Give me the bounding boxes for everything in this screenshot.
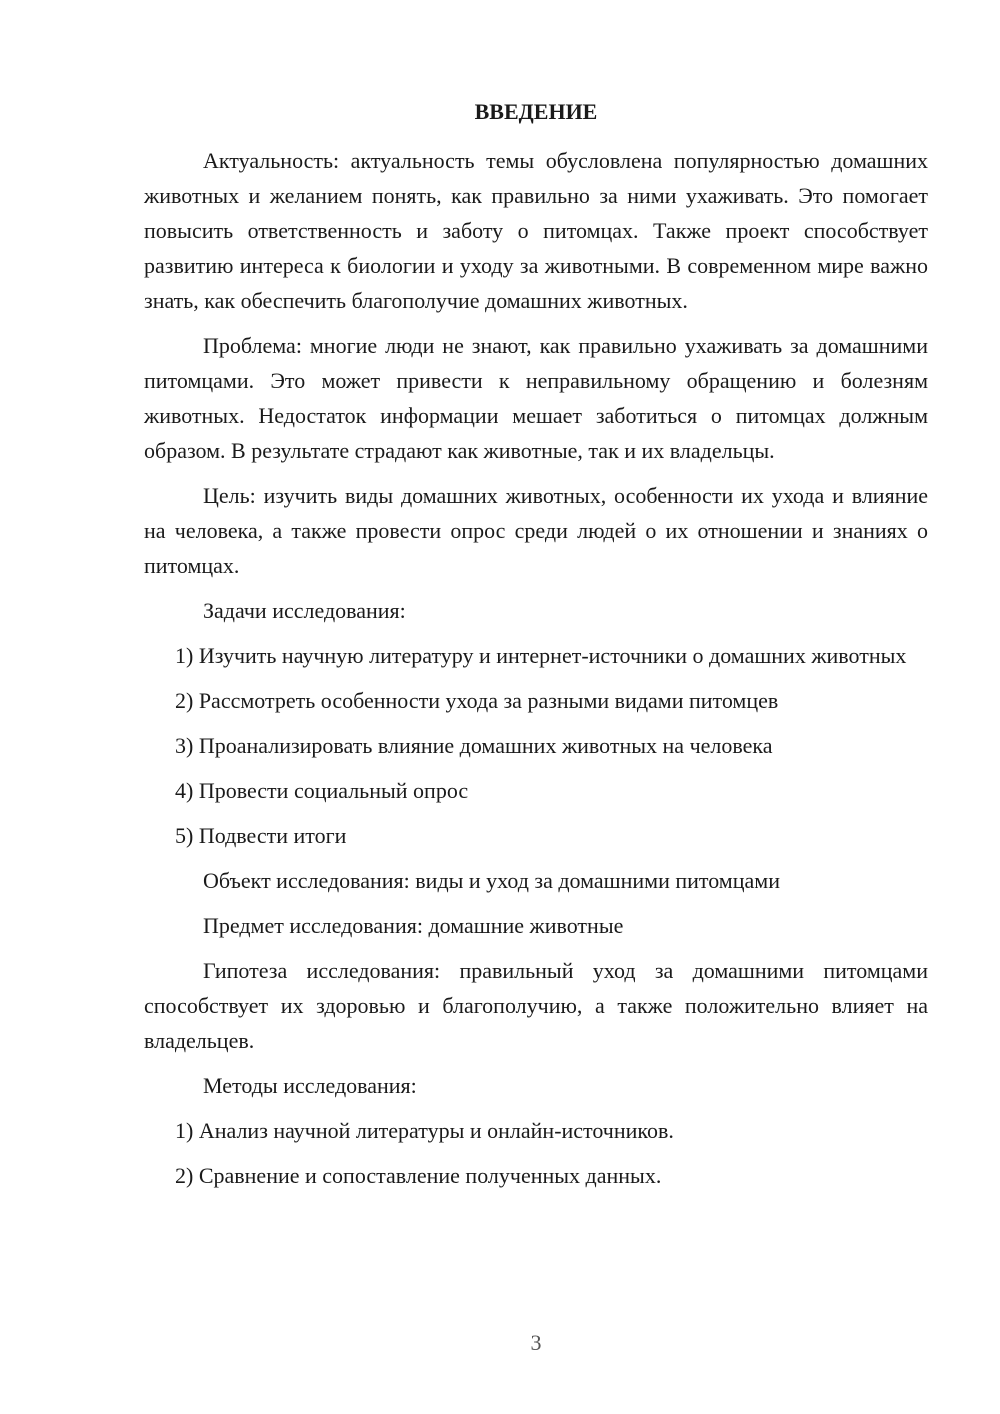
page-number: 3 (530, 1330, 542, 1355)
task-item: 1) Изучить научную литературу и интернет-источники о домашних животных (175, 643, 907, 668)
task-item: 5) Подвести итоги (175, 823, 347, 848)
method-item: 2) Сравнение и сопоставление полученных данных. (175, 1163, 662, 1188)
method-item: 1) Анализ научной литературы и онлайн-источников. (175, 1118, 674, 1143)
relevance-paragraph: Актуальность: актуальность темы обусловлена популярностью домашних животных и желанием понять, как правильно за ними ухаживать. Это помогает повысить ответственность и заботу о питомцах. Также проект способствует развитию интереса к биологии и уходу за животными. В современном мире важно знать, как обеспечить благополучие домашних животных. (144, 148, 928, 313)
problem-paragraph: Проблема: многие люди не знают, как правильно ухаживать за домашними питомцами. Это может привести к неправильному обращению и болезням животных. Недостаток информации мешает заботиться о питомцах должным образом. В результате страдают как животные, так и их владельцы. (144, 333, 928, 463)
tasks-heading: Задачи исследования: (203, 598, 406, 623)
object-line: Объект исследования: виды и уход за домашними питомцами (203, 868, 780, 893)
methods-heading: Методы исследования: (203, 1073, 417, 1098)
goal-paragraph: Цель: изучить виды домашних животных, особенности их ухода и влияние на человека, а также провести опрос среди людей о их отношении и знаниях о питомцах. (144, 483, 928, 578)
task-item: 2) Рассмотреть особенности ухода за разными видами питомцев (175, 688, 779, 713)
task-item: 3) Проанализировать влияние домашних животных на человека (175, 733, 773, 758)
document-page (144, 94, 928, 1203)
hypothesis-paragraph: Гипотеза исследования: правильный уход за домашними питомцами способствует их здоровью и благополучию, а также положительно влияет на владельцев. (144, 958, 928, 1053)
subject-line: Предмет исследования: домашние животные (203, 913, 624, 938)
section-title: ВВЕДЕНИЕ (474, 99, 598, 124)
task-item: 4) Провести социальный опрос (175, 778, 469, 803)
